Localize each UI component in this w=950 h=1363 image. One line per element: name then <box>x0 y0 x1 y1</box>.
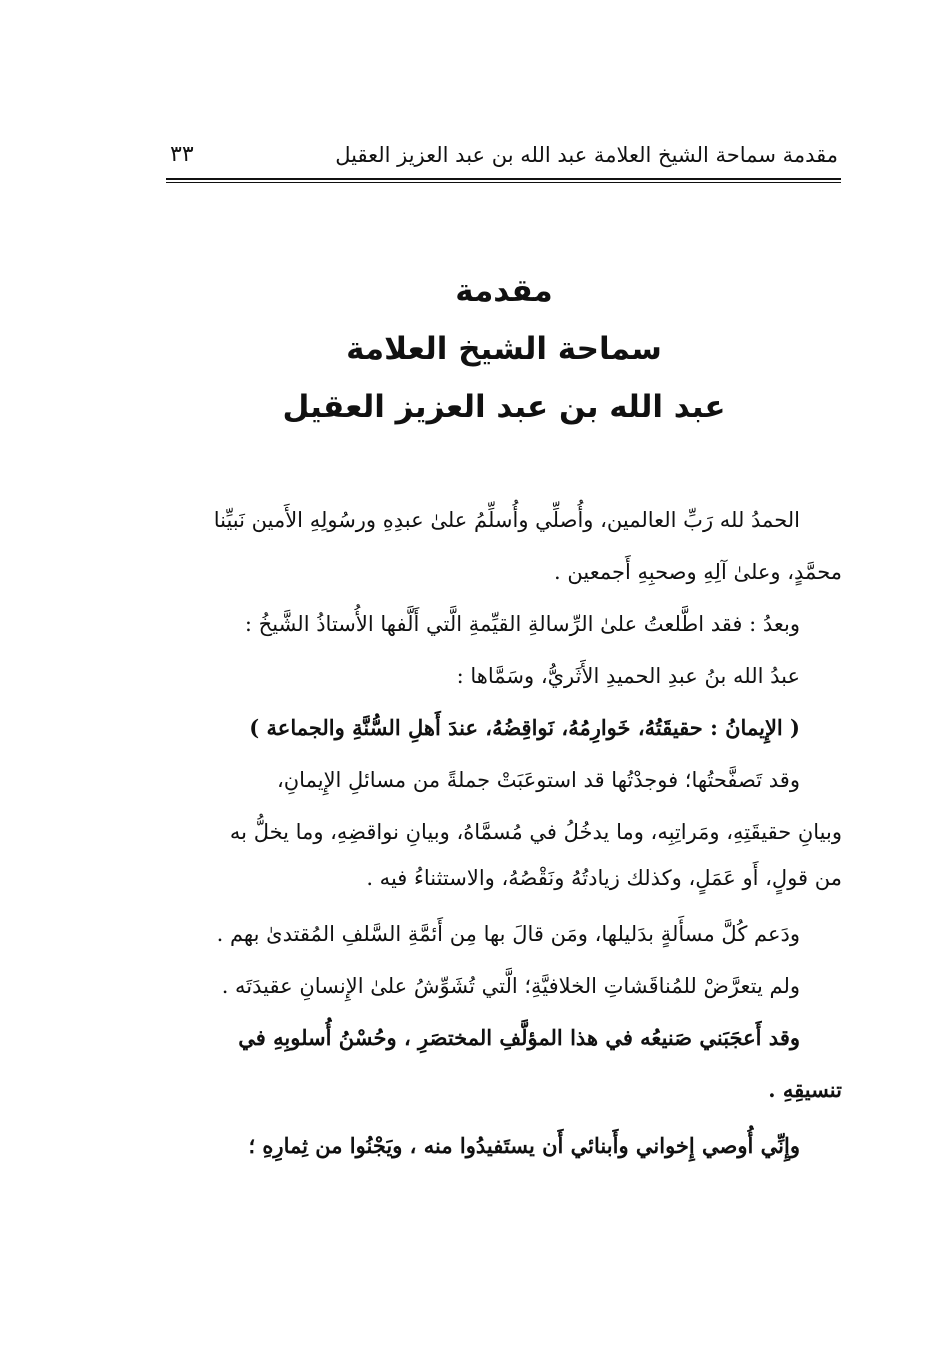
running-header <box>170 140 838 176</box>
paragraph-line: وقد تَصفَّحتُها؛ فوجدْتُها قد استوعَبَتْ جملةً من مسائلِ الإِيمانِ، <box>276 768 800 792</box>
running-title: مقدمة سماحة الشيخ العلامة عبد الله بن عبد العزيز العقيل <box>335 143 838 167</box>
title-author-name: عبد الله بن عبد العزيز العقيل <box>282 389 726 425</box>
paragraph-line: محمَّدٍ، وعلىٰ آلِهِ وصحبِهِ أَجمعين . <box>554 560 842 584</box>
paragraph-line: وقد أَعجَبَني صَنيعُه في هذا المؤلَّفِ المختصَرِ ، وحُسْنُ أُسلوبِهِ في <box>238 1025 800 1050</box>
header-rule-thin <box>166 182 841 183</box>
paragraph-line: عبدُ الله بنُ عبدِ الحميدِ الأَثَريُّ، وسَمَّاها : <box>456 664 800 688</box>
paragraph-line: تنسيقِهِ . <box>768 1077 842 1102</box>
title-block <box>170 262 838 436</box>
paragraph-line: ولم يتعرَّضْ للمُناقَشاتِ الخلافيَّةِ؛ الَّتي تُشَوِّشُ علىٰ الإِنسانِ عقيدَتَه . <box>221 974 800 998</box>
paragraph-line: وبعدُ : فقد اطَّلعتُ علىٰ الرِّسالةِ القيِّمةِ الَّتي أَلَّفها الأُستاذُ الشَّيخُ : <box>244 612 800 636</box>
header-rule <box>166 178 841 180</box>
page-number: ٣٣ <box>170 142 194 167</box>
paragraph-line: من قولٍ، أَو عَمَلٍ، وكذلك زيادتُهُ ونَقْصُهُ، والاستثناءُ فيه . <box>366 866 842 890</box>
title-heading: مقدمة <box>455 273 553 309</box>
paragraph-line: ودَعم كُلَّ مسأَلةٍ بدَليلها، ومَن قالَ بها مِن أَئمَّةِ السَّلفِ المُقتدىٰ بهم . <box>216 922 800 946</box>
title-subheading: سماحة الشيخ العلامة <box>346 331 662 367</box>
paragraph-line: وبيانِ حقيقَتِهِ، ومَراتِبِه، وما يدخُلُ في مُسمَّاهُ، وبيانِ نواقضِهِ، وما يخلُّ به <box>229 820 842 844</box>
paragraph-line: وإِنِّي أُوصي إِخواني وأَبنائي أَن يستَفيدُوا منه ، ويَجْنُوا من ثِمارِهِ ؛ <box>248 1133 800 1158</box>
book-title-line: ( الإِيمانُ : حقيقَتُهُ، خَوارِمُهُ، نَواقِضُهُ، عندَ أَهلِ السُّنَّةِ والجماعة ) <box>249 715 800 740</box>
body-text <box>174 498 842 1176</box>
paragraph-line: الحمدُ لله رَبِّ العالمين، وأُصلِّي وأُسلِّمُ علىٰ عبدِهِ ورسُولِهِ الأَمين نَبيِّنا <box>213 508 800 532</box>
